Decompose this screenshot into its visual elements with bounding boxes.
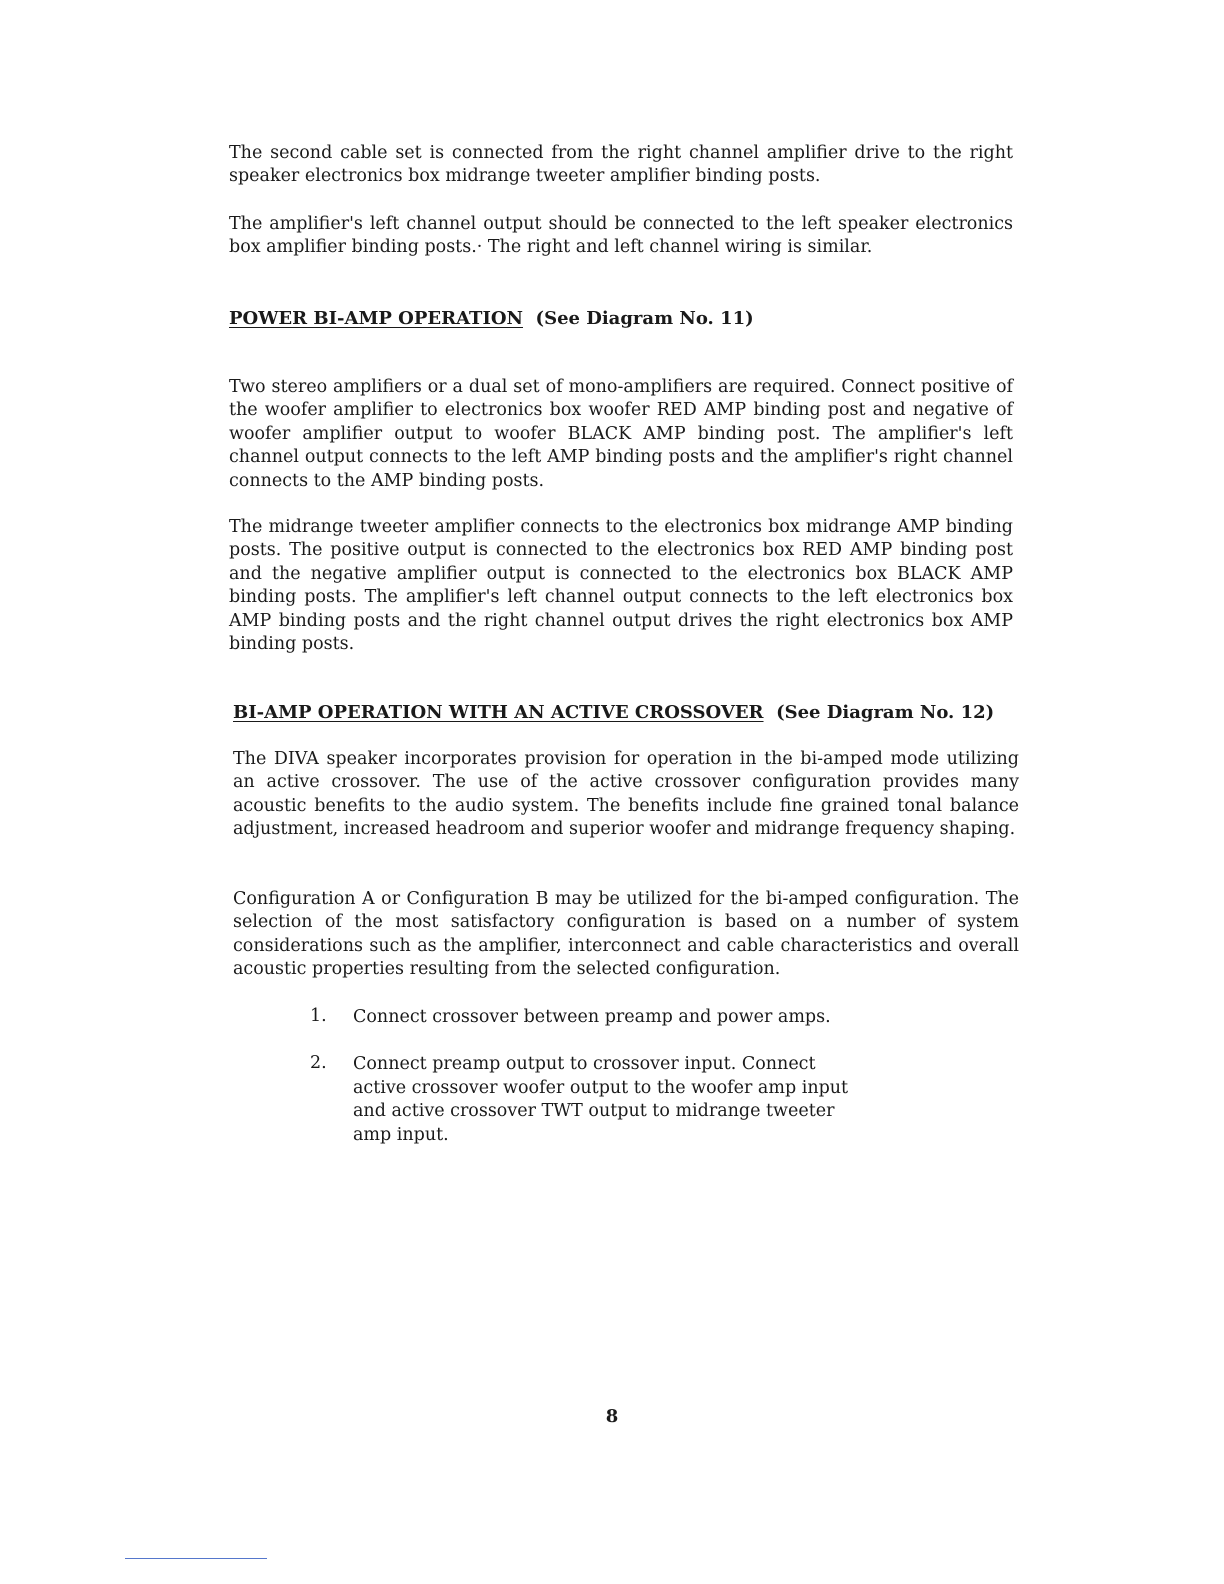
page-number: 8 (605, 1406, 619, 1427)
step-text: Connect preamp output to crossover input. Connect active crossover woofer output to the woofer amp input and active crossover TWT output to midrange tweeter amp input. (353, 1054, 849, 1145)
step-text: Connect crossover between preamp and power amps. (353, 1007, 831, 1027)
paragraph-midrange-tweeter-amplifier: The midrange tweeter amplifier connects to the electronics box midrange AMP binding posts. The positive output is connected to the electronics box RED AMP binding post and the negative amplifier output is connected to the electronics box BLACK AMP binding posts. The amplifier's left channel output connects to the left electronics box AMP binding posts and the right channel output drives the right electronics box AMP binding posts. (229, 517, 1013, 655)
step-number: 2. (310, 1053, 327, 1074)
diagram-reference: (See Diagram No. 11) (535, 308, 754, 329)
heading-title: BI-AMP OPERATION WITH AN ACTIVE CROSSOVER (233, 702, 764, 723)
steps-list (310, 1006, 849, 1147)
footnote-rule (125, 1558, 267, 1559)
paragraph-two-stereo-amplifiers: Two stereo amplifiers or a dual set of mono-amplifiers are required. Connect positive of the woofer amplifier to electronics box woofer RED AMP binding post and negative of woofer amplifier output to woofer BLACK AMP binding post. The amplifier's left channel output connects to the left AMP binding posts and the amplifier's right channel connects to the AMP binding posts. (229, 377, 1013, 491)
heading-bi-amp-active-crossover (233, 702, 994, 723)
list-item (310, 1053, 849, 1147)
paragraph-configuration-a-or-b: Configuration A or Configuration B may be utilized for the bi-amped configuration. The selection of the most satisfactory configuration is based on a number of system considerations such as the amplifier, interconnect and cable characteristics and overall acoustic properties resulting from the selected configuration. (233, 889, 1019, 980)
paragraph-left-channel-output: The amplifier's left channel output should be connected to the left speaker electronics box amplifier binding posts.· The right and left channel wiring is similar. (229, 214, 1013, 258)
paragraph-diva-speaker: The DIVA speaker incorporates provision for operation in the bi-amped mode utilizing an active crossover. The use of the active crossover configuration provides many acoustic benefits to the audio system. The benefits include fine grained tonal balance adjustment, increased headroom and superior woofer and midrange frequency shaping. (233, 749, 1019, 840)
step-number: 1. (310, 1006, 327, 1026)
heading-title: POWER BI-AMP OPERATION (229, 308, 523, 329)
diagram-reference: (See Diagram No. 12) (776, 702, 995, 723)
paragraph-second-cable-set: The second cable set is connected from the right channel amplifier drive to the right speaker electronics box midrange tweeter amplifier binding posts. (229, 143, 1013, 187)
heading-power-bi-amp-operation (229, 308, 754, 329)
list-item (310, 1006, 849, 1029)
